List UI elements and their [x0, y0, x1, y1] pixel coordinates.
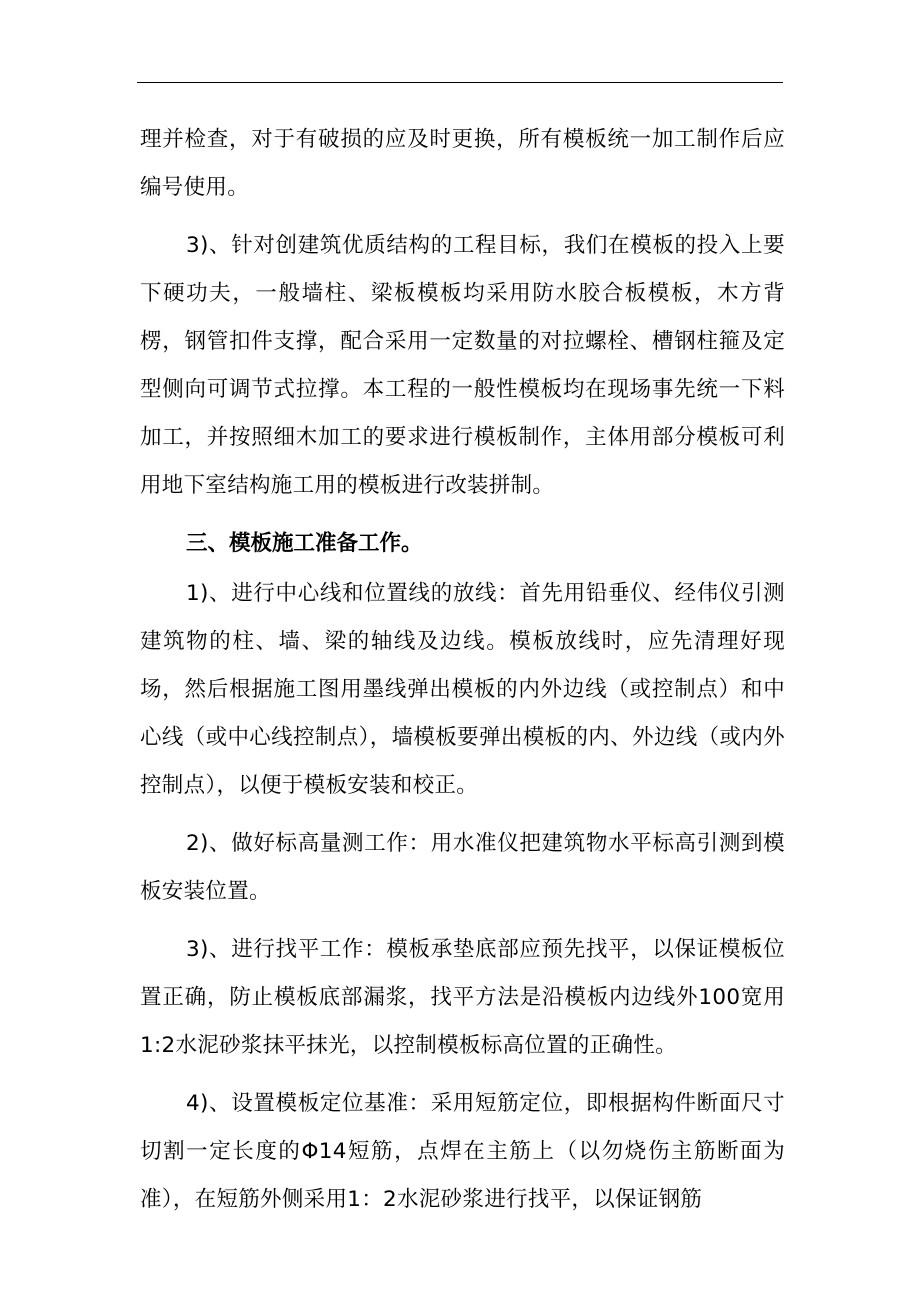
paragraph-continuation: 理并检查，对于有破损的应及时更换，所有模板统一加工制作后应编号使用。: [140, 127, 785, 200]
paragraph-formwork-investment: 3)、针对创建筑优质结构的工程目标，我们在模板的投入上要下硬功夫，一般墙柱、梁板模板均采用防水胶合板模板，木方背楞，钢管扣件支撑，配合采用一定数量的对拉螺栓、槽钢柱箍及定型侧向可调节式拉撑。本工程的一般性模板均在现场事先统一下料加工，并按照细木加工的要求进行模板制作，主体用部分模板可利用地下室结构施工用的模板进行改装拼制。: [140, 233, 785, 498]
paragraph-elevation-survey: 2)、做好标高量测工作：用水准仪把建筑物水平标高引测到模板安装位置。: [140, 831, 785, 904]
section-heading: 三、模板施工准备工作。: [186, 531, 423, 556]
document-body: [140, 116, 785, 1234]
paragraph-positioning-datum: 4)、设置模板定位基准：采用短筋定位，即根据构件断面尺寸切割一定长度的Φ14短筋，点焊在主筋上（以勿烧伤主筋断面为准），在短筋外侧采用1：2水泥砂浆进行找平，以保证钢筋: [140, 1091, 785, 1212]
header-rule: [137, 82, 783, 83]
paragraph-layout-lines: 1)、进行中心线和位置线的放线：首先用铅垂仪、经伟仪引测建筑物的柱、墙、梁的轴线及边线。模板放线时，应先清理好现场，然后根据施工图用墨线弹出模板的内外边线（或控制点）和中心线（或中心线控制点），墙模板要弹出模板的内、外边线（或内外控制点），以便于模板安装和校正。: [140, 581, 785, 798]
paragraph-leveling: 3)、进行找平工作：模板承垫底部应预先找平，以保证模板位置正确，防止模板底部漏浆，找平方法是沿模板内边线外100宽用1:2水泥砂浆抹平抹光，以控制模板标高位置的正确性。: [140, 937, 785, 1058]
